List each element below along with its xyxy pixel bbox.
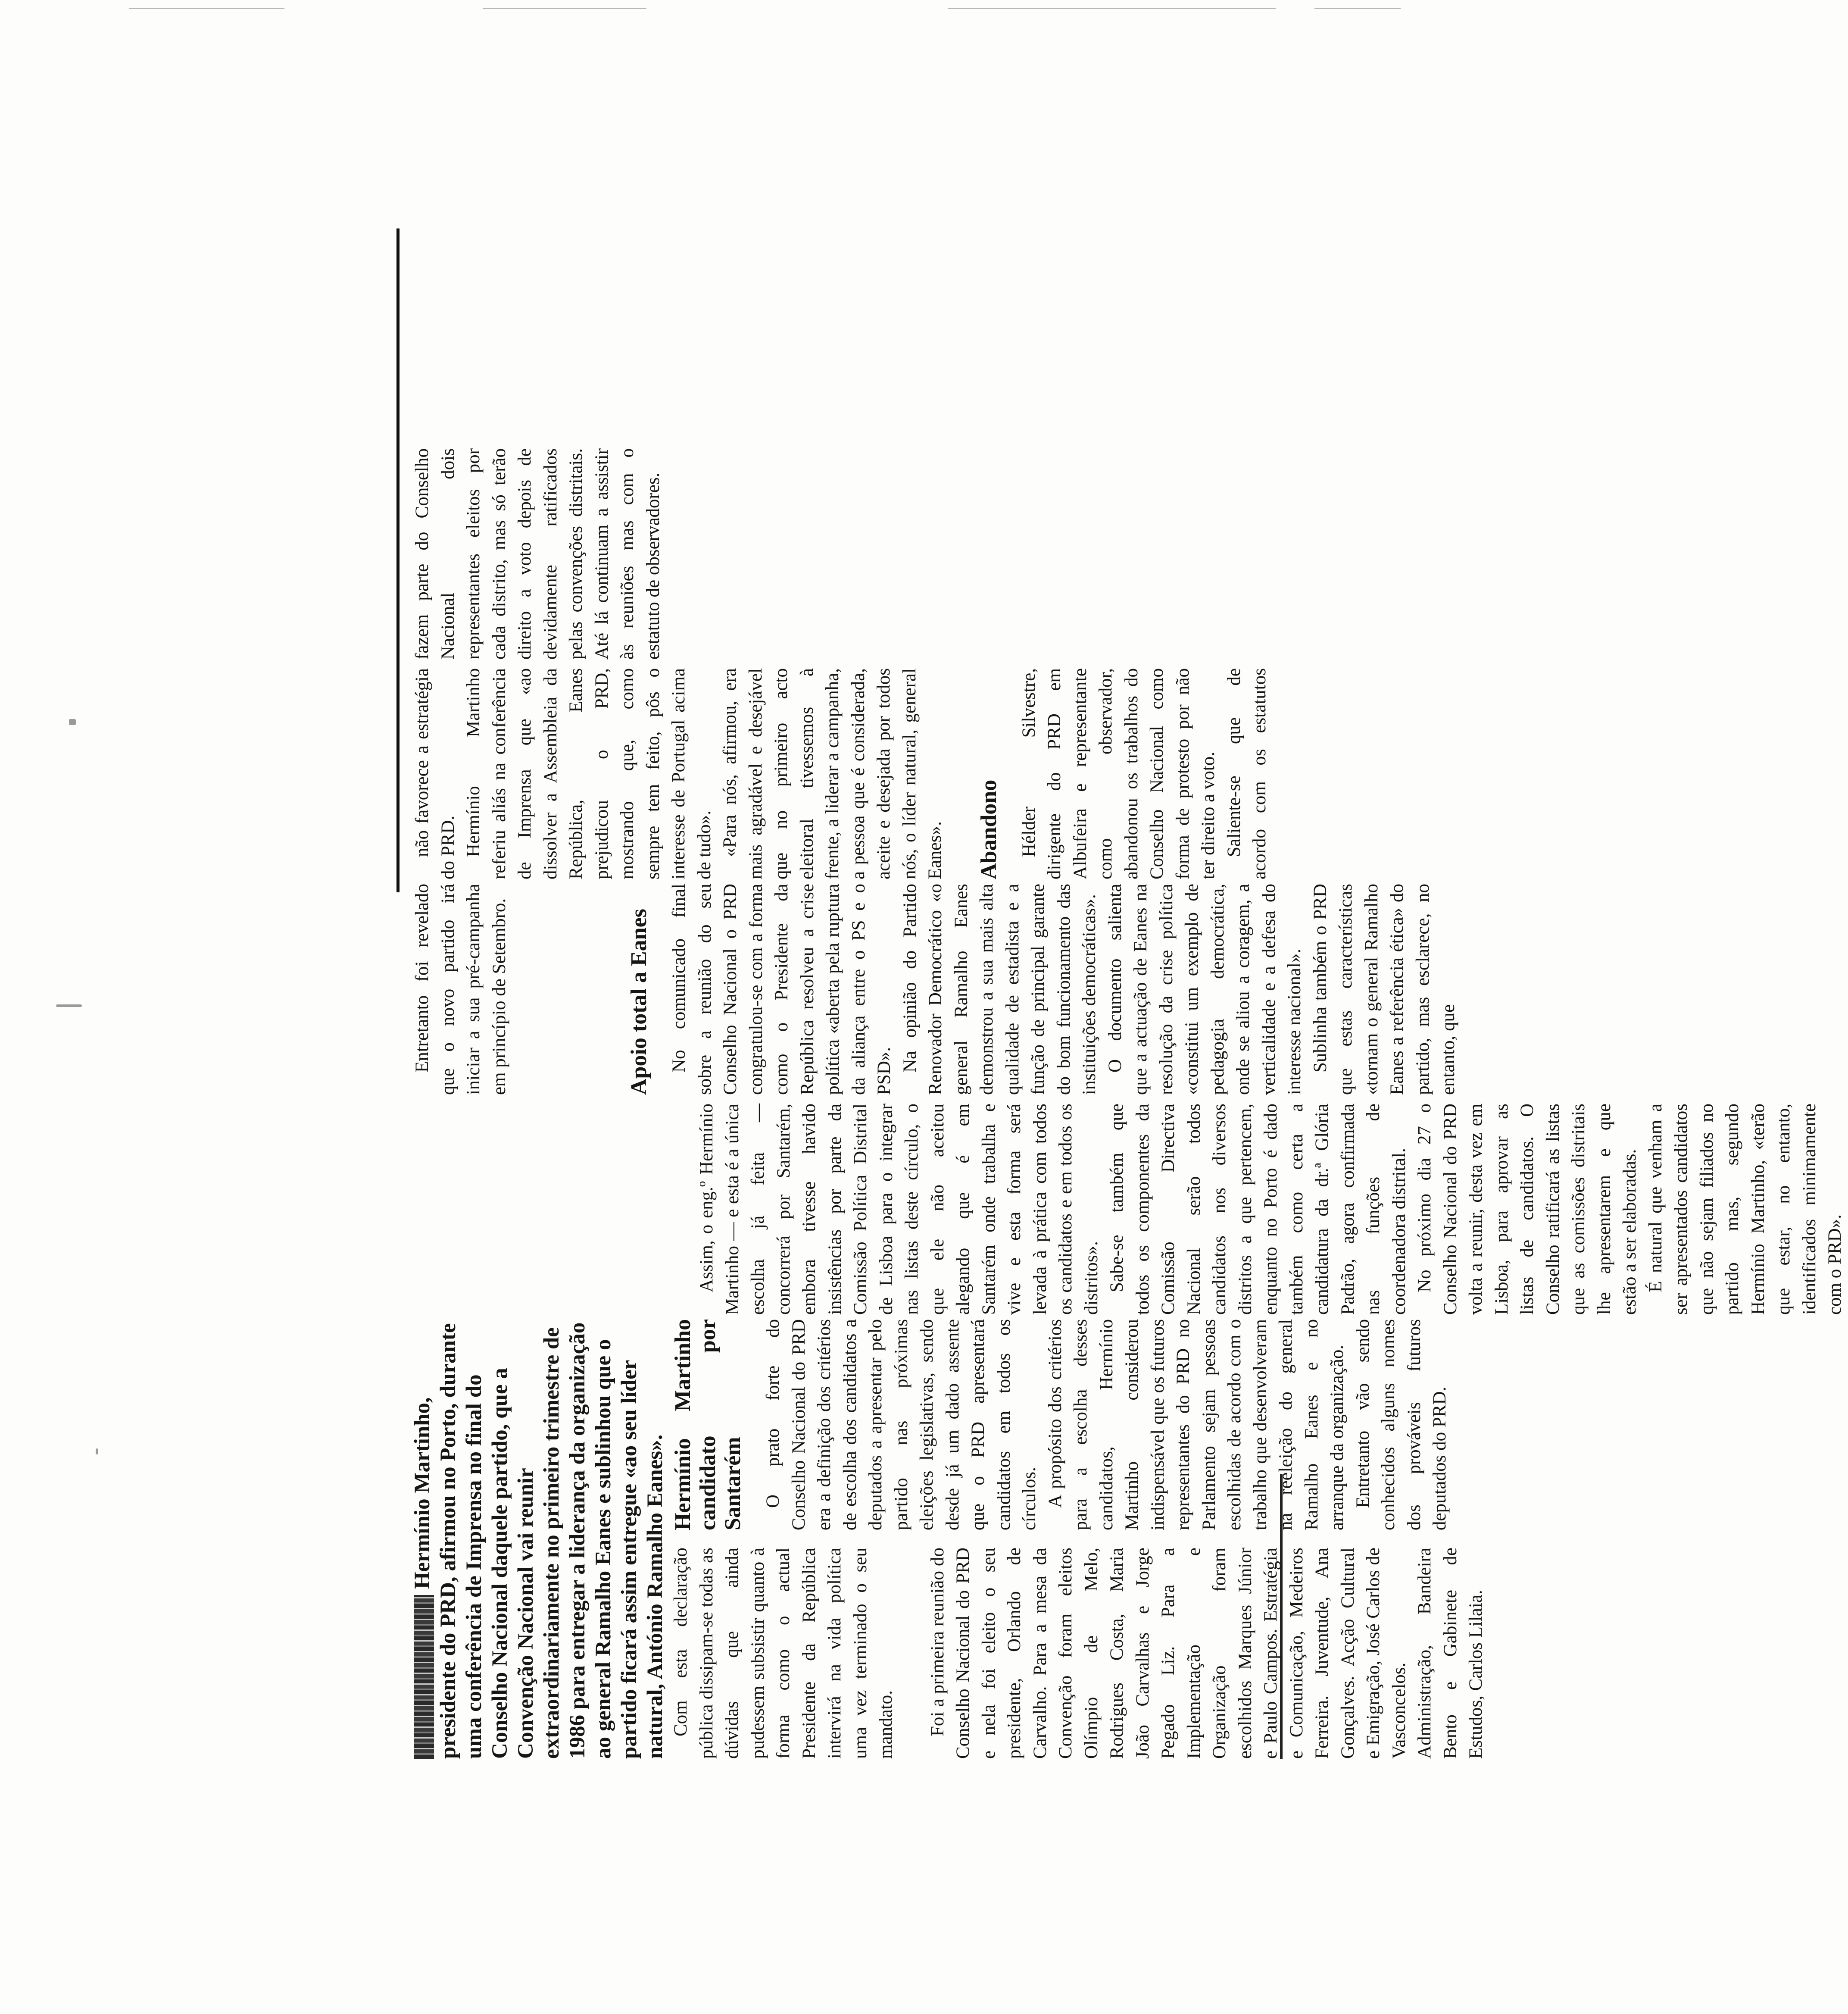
paragraph: Saliente-se que de acordo com os estatutos fazem parte do Conselho Nacional dois representantes eleitos por cada distrito, mas só terão direito a voto depois de devidamente ratificados pelas convenções distritais. Até lá continuam a assistir às reuniões mas com o estatuto de observadores. bbox=[412, 448, 1270, 879]
paragraph: Com esta declaração pública dissipam-se todas as dúvidas que ainda pudessem subsistir quanto à forma como o actual Presidente da República intervirá na vida política uma vez terminado o seu mandato. bbox=[671, 1548, 896, 1759]
paragraph: O documento salienta que a actuação de Eanes na resolução da crise política «constitui um exemplo de pedagogia democrática, onde se aliou a coragem, a verticalidade e a defesa do interesse nacional». bbox=[1105, 884, 1305, 1095]
paragraph: Entretanto foi revelado que o novo partido irá iniciar a sua pré-campanha em princípio de Setembro. bbox=[412, 884, 509, 1095]
article-column bbox=[668, 1319, 1450, 1530]
column-rule bbox=[396, 228, 400, 892]
article-column bbox=[668, 1548, 1486, 1759]
paragraph: não favorece a estratégia do PRD. bbox=[412, 668, 458, 879]
scan-top-line-left bbox=[129, 8, 284, 9]
article-column bbox=[694, 1104, 1845, 1315]
lead-text: Hermínio Martinho, presidente do PRD, afirmou no Porto, durante uma conferência de Imprensa no final do Conselho Nacional daquele partido, que a Convenção Nacional vai reunir extraordinariamente no primeiro trimestre de 1986 para entregar a liderança da organização ao general Ramalho Eanes e sublinhou que o partido ficará assim entregue «ao seu líder natural, António Ramalho Eanes». bbox=[410, 1322, 667, 1759]
paragraph: Assim, o eng.º Hermínio Martinho — e esta é a única escolha já feita — concorrerá por Santarém, embora tivesse havido insistências por parte da Comissão Política Distrital de Lisboa para o integrar nas listas deste círculo, o que ele não aceitou alegando que é em Santarém onde trabalha e vive e esta forma será levada à prática com todos os candidatos e em todos os distritos». bbox=[696, 1104, 1102, 1315]
paragraph: É natural que venham a ser apresentados candidatos que não sejam filiados no partido mas, segundo Hermínio Martinho, «terão que estar, no entanto, identificados minimamente com o PRD». bbox=[1645, 1104, 1845, 1315]
scan-top-line-right bbox=[948, 8, 1276, 9]
section-badge-graphic bbox=[414, 1595, 434, 1759]
scan-mark bbox=[56, 1004, 82, 1007]
subheading: Hermínio Martinho candidato por Santarém bbox=[671, 1319, 745, 1530]
scan-top-line-mid bbox=[483, 8, 646, 9]
lead-paragraph bbox=[409, 1319, 668, 1759]
paragraph: No próximo dia 27 o Conselho Nacional do PRD volta a reunir, desta vez em Lisboa, para aprovar as listas de candidatos. O Conselho ratificará as listas que as comissões distritais lhe apresentarem e que estão a ser elaboradas. bbox=[1414, 1104, 1640, 1315]
scan-mark bbox=[96, 1448, 98, 1454]
paragraph: Sabe-se também que todos os componentes da Comissão Directiva Nacional serão todos candidatos nos diversos distritos a que pertencem, enquanto no Porto é dado também como certa a candidatura da dr.ª Glória Padrão, agora confirmada nas funções de coordenadora distrital. bbox=[1107, 1104, 1409, 1315]
paragraph: Na opinião do Partido Renovador Democrático «o general Ramalho Eanes demonstrou a sua mais alta qualidade de estadista e a função de principal garante do bom funcionamento das instituições democráticas». bbox=[899, 884, 1099, 1095]
article-column bbox=[409, 448, 1289, 879]
subheading: Abandono bbox=[976, 779, 1001, 879]
paragraph: «Para nós, afirmou, era mais agradável e desejável que no primeiro acto eleitoral tivessemos à frente, a liderar a campanha, a pessoa que é considerada, aceite e desejada por todos nós, o líder natural, general Eanes». bbox=[720, 668, 945, 879]
paragraph: Hermínio Martinho referiu aliás na conferência de Imprensa que «ao dissolver a Assembleia da República, Eanes prejudicou o PRD, mostrando que, como sempre tem feito, pôs o interesse de Portugal acima de tudo». bbox=[463, 668, 715, 879]
paragraph: Entretanto vão sendo conhecidos alguns nomes dos prováveis futuros deputados do PRD. bbox=[1352, 1319, 1450, 1530]
paragraph: Foi a primeira reunião do Conselho Nacional do PRD e nela foi eleito o seu presidente, Orlando de Carvalho. Para a mesa da Convenção foram eleitos Olímpio de Melo, Rodrigues Costa, Maria João Carvalhas e Jorge Pegado Liz. Para a Implementação e Organização foram escolhidos Marques Júnior e Paulo Campos. Estratégia e Comunicação, Medeiros Ferreira. Juventude, Ana Gonçalves. Acção Cultural e Emigração, José Carlos de Vasconcelos. Administração, Bandeira Bento e Gabinete de Estudos, Carlos Lilaia. bbox=[927, 1548, 1486, 1759]
paragraph: A propósito dos critérios para a escolha desses candidatos, Hermínio Martinho considerou indispensável que os futuros representantes do PRD no Parlamento sejam pessoas escolhidas de acordo com o trabalho que desenvolveram na reeleição do general Ramalho Eanes e no arranque da organização. bbox=[1045, 1319, 1347, 1530]
article-column bbox=[409, 884, 1458, 1095]
scan-top-line-edge bbox=[1314, 8, 1401, 9]
paragraph: Sublinha também o PRD que estas características «tornam o general Ramalho Eanes a referência ética» do partido, mas esclarece, no entanto, que bbox=[1310, 884, 1458, 1095]
newspaper-clipping bbox=[396, 224, 1845, 1759]
subheading: Apoio total a Eanes bbox=[627, 909, 651, 1095]
paragraph: O prato forte do Conselho Nacional do PRD era a definição dos critérios de escolha dos candidatos a deputados a apresentar pelo partido nas próximas eleições legislativas, sendo desde já um dado assente que o PRD apresentará candidatos em todos os círculos. bbox=[763, 1319, 1040, 1530]
paragraph: Hélder Silvestre, dirigente do PRD em Albufeira e representante como observador, abandonou os trabalhos do Conselho Nacional como forma de protesto por não ter direito a voto. bbox=[1018, 668, 1218, 879]
paragraph: No comunicado final sobre a reunião do seu Conselho Nacional o PRD congratulou-se com a forma como o Presidente da República resolveu a crise política «aberta pela ruptura da aliança entre o PS e o PSD». bbox=[669, 884, 894, 1095]
scan-mark bbox=[69, 719, 76, 725]
